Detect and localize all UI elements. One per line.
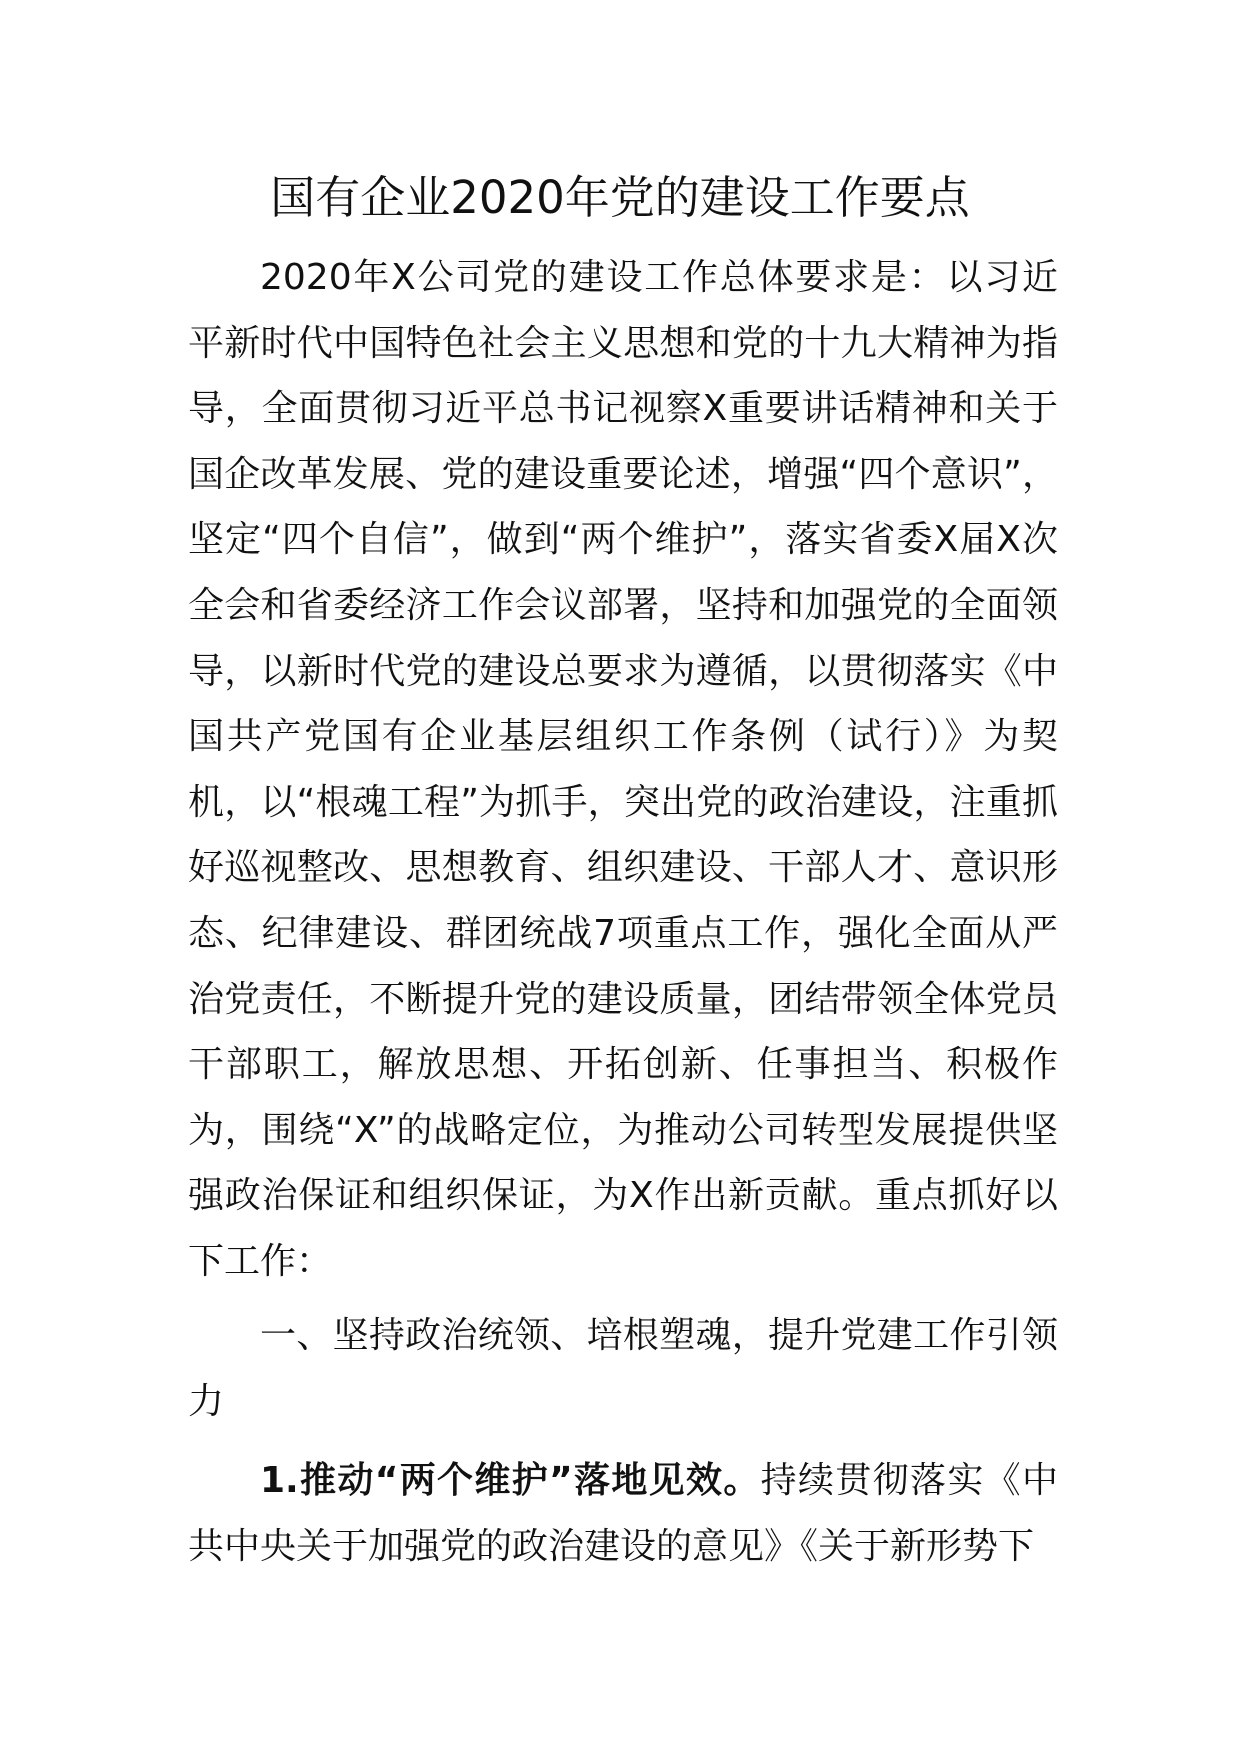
section-1-heading: 一、坚持政治统领、培根塑魂，提升党建工作引领力 [188,1315,1058,1422]
item-1-text: 持续贯彻落实《中共中央关于加强党的政治建设的意见》《关于新形势下 [188,1460,1058,1567]
intro-paragraph: 2020年X公司党的建设工作总体要求是：以习近平新时代中国特色社会主义思想和党的十九大精神为指导，全面贯彻习近平总书记视察X重要讲话精神和关于国企改革发展、党的建设重要论述，增强“四个意识”，坚定“四个自信”，做到“两个维护”，落实省委X届X次全会和省委经济工作会议部署，坚持和加强党的全面领导，以新时代党的建设总要求为遵循，以贯彻落实《中国共产党国有企业基层组织工作条例（试行）》为契机，以“根魂工程”为抓手，突出党的政治建设，注重抓好巡视整改、思想教育、组织建设、干部人才、意识形态、纪律建设、群团统战7项重点工作，强化全面从严治党责任，不断提升党的建设质量，团结带领全体党员干部职工，解放思想、开拓创新、任事担当、积极作为，围绕“X”的战略定位，为推动公司转型发展提供坚强政治保证和组织保证，为X作出新贡献。重点抓好以下工作： [188,257,1058,1282]
item-1-paragraph [188,1448,1058,1579]
item-1-heading: 1.推动“两个维护”落地见效。 [260,1460,761,1501]
document-title: 国有企业2020年党的建设工作要点 [270,171,970,224]
